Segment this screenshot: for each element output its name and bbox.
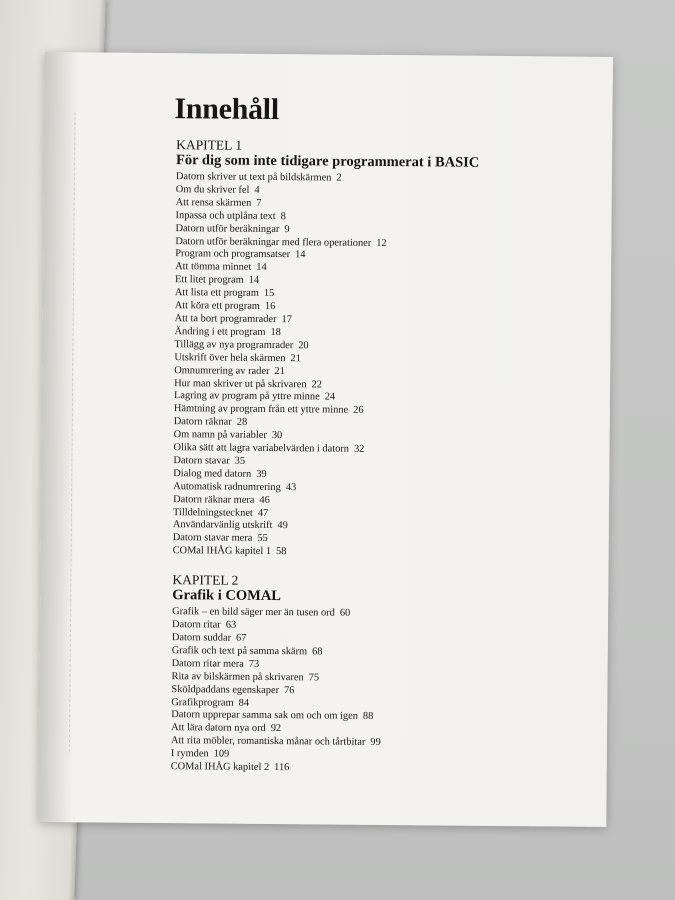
chapter-2-section xyxy=(171,572,593,777)
toc-entry-title: Grafik – en bild säger mer än tusen ord xyxy=(172,606,335,619)
toc-entry-page-number: 73 xyxy=(248,658,260,670)
toc-entry-page-number: 21 xyxy=(290,352,301,364)
toc-entry-page-number: 109 xyxy=(213,748,230,760)
toc-entry-title: Hämtning av program från ett yttre minne xyxy=(173,403,349,416)
toc-entry-page-number: 92 xyxy=(270,723,282,735)
toc-entry-title: Att tömma minnet xyxy=(175,261,252,274)
toc-entry-title: Dialog med datorn xyxy=(173,467,252,480)
toc-entry-page-number: 46 xyxy=(259,494,270,506)
toc-entry-title: Rita av bilskärmen på skrivaren xyxy=(171,670,304,683)
toc-entry-page-number: 63 xyxy=(225,619,237,631)
toc-entry-title: Tillägg av nya programrader xyxy=(174,338,294,351)
toc-entry-title: Ändring i ett program xyxy=(174,326,266,338)
toc-entry-title: Datorn skriver ut text på bildskärmen xyxy=(175,171,332,184)
toc-entry-page-number: 14 xyxy=(248,275,260,287)
toc-entry-title: Att rensa skärmen xyxy=(175,196,252,209)
toc-entry-title: Omnumrering av rader xyxy=(174,364,270,377)
table-of-contents xyxy=(171,91,597,792)
toc-entry-title: COMal IHÅG kapitel 2 xyxy=(170,761,270,774)
toc-entry-title: Sköldpaddans egenskaper xyxy=(171,683,280,696)
toc-entry-page-number: 9 xyxy=(284,223,290,235)
toc-entry-page-number: 15 xyxy=(263,288,275,300)
toc-entry-title: Tilldelningstecknet xyxy=(172,506,253,519)
toc-entry-title: Att köra ett program xyxy=(174,300,260,312)
toc-entry-title: Datorn upprepar samma sak om och om igen xyxy=(171,709,358,723)
toc-entry-page-number: 4 xyxy=(254,184,260,196)
toc-entry-title: Datorn räknar mera xyxy=(173,493,255,506)
toc-entry-page-number: 88 xyxy=(362,711,374,723)
toc-entry-page-number: 20 xyxy=(298,340,309,352)
toc-entry-title: Datorn ritar xyxy=(171,619,221,631)
toc-entry-title: Utskrift över hela skärmen xyxy=(174,351,286,364)
toc-entry-title: Datorn utför beräkningar med flera operationer xyxy=(175,235,372,249)
toc-entry-title: Program och programsatser xyxy=(175,248,291,261)
toc-entry-page-number: 28 xyxy=(236,416,248,428)
toc-entry-page-number: 30 xyxy=(271,430,283,442)
toc-entry-title: COMal IHÅG kapitel 1 xyxy=(172,545,272,558)
toc-entry-title: Datorn ritar mera xyxy=(171,657,244,670)
page-binding xyxy=(69,112,77,752)
toc-entry-title: Att lista ett program xyxy=(174,287,259,300)
toc-entry-page-number: 26 xyxy=(353,405,364,417)
toc-entry-page-number: 17 xyxy=(281,314,292,326)
chapter-1-section xyxy=(173,137,597,562)
toc-entry-page-number: 68 xyxy=(312,646,323,658)
toc-entry-page-number: 49 xyxy=(277,520,288,532)
toc-entry-title: Automatisk radnumrering xyxy=(173,480,281,493)
chapter-1-entries xyxy=(173,171,596,562)
toc-entry-page-number: 24 xyxy=(324,391,336,403)
chapter-heading: För dig som inte tidigare programmerat i BASIC xyxy=(175,152,480,171)
toc-entry-page-number: 47 xyxy=(257,507,269,519)
toc-entry-page-number: 58 xyxy=(276,546,287,558)
toc-entry-page-number: 35 xyxy=(234,455,246,467)
toc-entry-page-number: 12 xyxy=(376,237,387,249)
toc-entry-title: Att lära datorn nya ord xyxy=(171,722,266,735)
toc-entry-page-number: 60 xyxy=(339,607,351,619)
toc-entry-title: Datorn stavar mera xyxy=(172,532,253,545)
toc-entry-page-number: 67 xyxy=(236,632,247,644)
chapter-label: KAPITEL 2 xyxy=(172,572,239,588)
toc-entry-page-number: 16 xyxy=(264,300,276,313)
toc-entry-page-number: 116 xyxy=(274,762,290,774)
toc-entry-title: Grafik och text på samma skärm xyxy=(171,645,308,658)
toc-entry-page-number: 55 xyxy=(257,533,268,545)
toc-entry xyxy=(171,761,591,778)
toc-entry-title: Användarvänlig utskrift xyxy=(172,519,273,532)
chapter-2-entries xyxy=(171,606,592,777)
toc-entry-title: Datorn stavar xyxy=(173,455,230,467)
toc-entry-title: Datorn utför beräkningar xyxy=(175,222,280,235)
toc-entry-title: Datorn räknar xyxy=(173,416,232,428)
toc-entry-page-number: 76 xyxy=(284,684,295,696)
toc-entry-page-number: 14 xyxy=(256,262,267,274)
chapter-label: KAPITEL 1 xyxy=(176,137,243,153)
toc-entry-title: Att ta bort programrader xyxy=(174,313,277,325)
chapter-heading: Grafik i COMAL xyxy=(172,587,282,605)
toc-entry-title: Lagring av program på yttre minne xyxy=(173,390,320,403)
toc-entry-page-number: 32 xyxy=(353,443,365,455)
book-page xyxy=(38,52,613,827)
page-title: Innehåll xyxy=(174,92,279,127)
toc-entry-page-number: 43 xyxy=(285,481,297,493)
toc-entry-page-number: 18 xyxy=(270,326,281,338)
toc-entry-title: I rymden xyxy=(170,748,209,760)
toc-entry-title: Inpassa och utplåna text xyxy=(175,209,276,222)
toc-entry-title: Hur man skriver ut på skrivaren xyxy=(174,377,307,390)
toc-entry-page-number: 7 xyxy=(256,197,262,209)
toc-entry-title: Olika sätt att lagra variabelvärden i datorn xyxy=(173,442,350,455)
toc-entry-page-number: 22 xyxy=(311,378,323,390)
toc-entry-title: Om namn på variabler xyxy=(173,429,267,442)
toc-entry-page-number: 8 xyxy=(280,210,286,222)
toc-entry-page-number: 2 xyxy=(336,172,342,184)
toc-entry-title: Ett litet program xyxy=(174,274,244,286)
toc-entry-page-number: 14 xyxy=(295,249,306,261)
toc-entry-title: Om du skriver fel xyxy=(175,184,250,196)
toc-entry-page-number: 39 xyxy=(256,468,267,480)
toc-entry-title: Grafikprogram xyxy=(171,696,234,709)
toc-entry-page-number: 75 xyxy=(308,672,320,684)
toc-entry xyxy=(173,545,593,562)
toc-entry-page-number: 84 xyxy=(238,697,250,709)
toc-entry-page-number: 21 xyxy=(274,365,285,377)
toc-entry-title: Att rita möbler, romantiska månar och tårtbitar xyxy=(170,735,366,749)
toc-entry-title: Datorn suddar xyxy=(171,632,232,644)
toc-entry-page-number: 99 xyxy=(370,737,381,749)
